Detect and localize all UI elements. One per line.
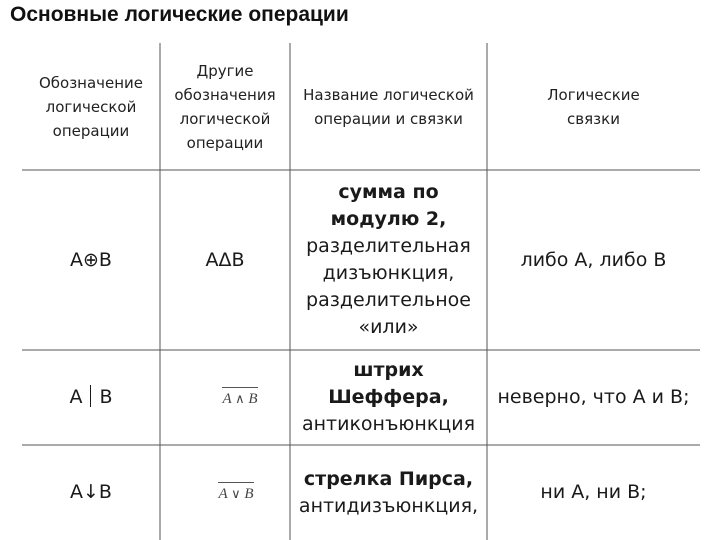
row-nand-notation <box>22 350 160 445</box>
xor-name-3: разделительное <box>306 289 471 311</box>
nor-name: антидизъюнкция, <box>298 494 479 517</box>
xor-connective: либо А, либо В <box>520 248 667 271</box>
nand-notation-right: B <box>99 386 113 408</box>
header-operation-name: Название логической операции и связки <box>303 85 474 128</box>
header-other-notations: Другие обозначения логической операции <box>174 61 276 152</box>
xor-name-bold-2: модулю 2, <box>330 208 447 230</box>
header-notation: Обозначение логической операции <box>38 73 144 140</box>
page-title: Основные логические операции <box>10 3 349 26</box>
nand-name-bold: штрих Шеффера, <box>328 359 449 408</box>
nand-notation-left: A <box>69 386 83 408</box>
sheffer-stroke-symbol <box>90 385 91 407</box>
xor-name-2: дизъюнкция, <box>322 262 455 284</box>
xor-name-1: разделительная <box>306 235 471 257</box>
nor-connective: ни А, ни В; <box>540 481 647 503</box>
row-xor-other <box>160 170 290 350</box>
nor-name-bold: стрелка Пирса, <box>303 467 474 490</box>
row-nor-name <box>290 445 487 540</box>
row-nor-connective <box>487 445 700 540</box>
xor-name-bold-1: сумма по <box>338 181 439 203</box>
nor-notation: A↓B <box>70 481 112 503</box>
xor-other-notation: AΔB <box>205 248 245 271</box>
row-nor-notation <box>22 445 160 540</box>
xor-notation: A⊕B <box>70 248 112 271</box>
row-nand-other <box>160 350 290 445</box>
nor-formula: A ∨ B <box>218 482 253 503</box>
nand-name: антиконъюнкция <box>301 413 476 435</box>
row-nor-other <box>160 445 290 540</box>
nand-connective: неверно, что А и В; <box>497 386 690 408</box>
xor-name-4: «или» <box>358 316 419 338</box>
row-nand-connective <box>487 350 700 445</box>
header-connectives: Логические связки <box>547 85 640 128</box>
row-xor-name <box>290 170 487 350</box>
nand-formula: A ∧ B <box>222 387 257 408</box>
row-xor-connective <box>487 170 700 350</box>
row-nand-name <box>290 350 487 445</box>
row-xor-notation <box>22 170 160 350</box>
